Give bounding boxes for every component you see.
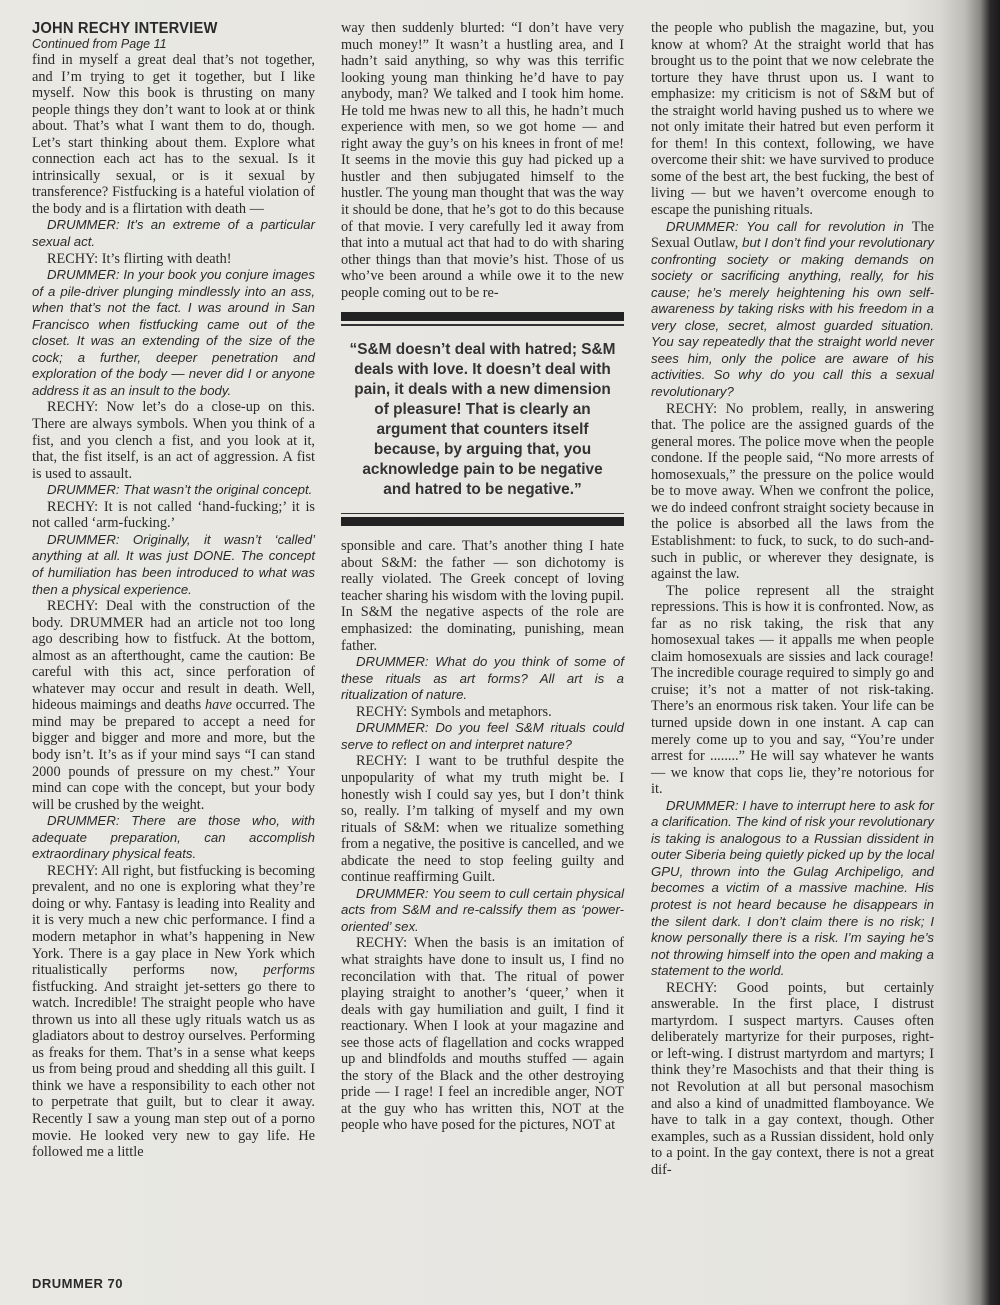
drummer-question bbox=[341, 654, 624, 704]
pull-quote bbox=[341, 312, 624, 526]
text-segment: DRUMMER: You seem to cull certain physical acts from S&M and re-calssify them as ‘power-oriented’ sex. bbox=[341, 885, 624, 934]
pull-quote-top-bar bbox=[341, 312, 624, 321]
text-segment: DRUMMER: You call for revolution in bbox=[666, 218, 912, 234]
text-segment: The police represent all the straight repressions. This is how it is confronted. Now, as far as no risk taking, the risk that any homosexual takes — it appalls me when people claim homosexuals are sissies and lack courage! The incredible courage required to simply go and cruise; it’s not a matter of not risk-taking. There’s an enormous risk taken. Your life can be turned upside down in one instant. A cap can merely come up to you and say, “You’re under arrest for ........” He will say whatever he wants — we know that cops lie, they’re notorious for it. bbox=[651, 582, 934, 798]
continued-note: Continued from Page 11 bbox=[32, 37, 167, 51]
column-2 bbox=[341, 20, 624, 1134]
text-segment: sponsible and care. That’s another thing I hate about S&M: the father — son dichotomy is really violated. The Greek concept of loving teacher sharing his wisdom with the loving pupil. In S&M the negative aspects of the role are emphasized: the dominating, punishing, mean father. bbox=[341, 538, 624, 654]
text-segment: RECHY: All right, but fistfucking is becoming prevalent, and no one is exploring what they’re doing or why. Fantasy is leading into Reality and it is very much a new chic performance. I find a modern metaphor in what’s happening in New York. There is a gay place in New York which ritualistically performs now, bbox=[32, 862, 315, 979]
text-segment: DRUMMER: That wasn’t the original concept. bbox=[47, 482, 313, 498]
drummer-question bbox=[32, 482, 315, 499]
pull-quote-top-rule bbox=[341, 324, 624, 326]
text-segment: find in myself a great deal that’s not together, and I’m trying to get it together, but I like myself. Now this book is thrusting on many people things they don’t want to look at or think about. That’s what I want them to do, though. Let’s start thinking about them. Explore what connection each act has to the sexual. Is it intrinsically sexual, or is it sexual by transference? Fistfucking is a hateful violation of the body and is a flirtation with death — bbox=[32, 52, 315, 217]
text-segment: RECHY: It is not called ‘hand-fucking;’ it is not called ‘arm-fucking.’ bbox=[32, 498, 315, 532]
column-1 bbox=[32, 20, 315, 1161]
text-segment: DRUMMER: It’s an extreme of a particular sexual act. bbox=[32, 217, 315, 250]
column-2-top-text bbox=[341, 20, 624, 301]
rechy-answer bbox=[341, 20, 624, 301]
text-segment: DRUMMER: There are those who, with adequate preparation, can accomplish extraordinary physical feats. bbox=[32, 813, 315, 862]
rechy-answer bbox=[32, 598, 315, 813]
rechy-answer bbox=[32, 251, 315, 268]
text-segment: RECHY: When the basis is an imitation of what straights have done to insult us, I find no reconcilation with that. The ritual of power playing straight to another’s ‘queer,’ when it deals with gay humiliation and guilt, I find it reactionary. When I look at your magazine and see those acts of flagellation and cocks wrapped up and blindfolds and mouths stuffed — again the story of the Black and the other destroying pride — I rage! I feel an incredible anger, NOT at the guy who has written this, NOT at the people who have posed for the pictures, NOT at bbox=[341, 935, 624, 1134]
article-title: JOHN RECHY INTERVIEW bbox=[32, 20, 218, 37]
rechy-answer bbox=[651, 583, 934, 798]
text-segment: way then suddenly blurted: “I don’t have very much money!” It wasn’t a hustling area, and I hadn’t said anything, so why was this terrific looking young man thinking he’d have to pay anybody, man? We talked and I took him home. He told me hwas new to all this, he hadn’t much experience with men, so we got home — and right away the guy’s on his knees in front of me! It seems in the movie this guy had picked up a hustler and then subjugated himself to the hustler. The young man thought that was the way it should be done, that he’s got to do this because of that movie. I very carefully led it away from that into a mutual act that had to do with sharing other things than that movie’s hist. Those of us who’ve been around a while owe it to the new people coming out to be re- bbox=[341, 20, 624, 301]
drummer-question bbox=[32, 813, 315, 863]
text-segment: DRUMMER: In your book you conjure images of a pile-driver plunging mindlessly into an ass, when that’s not the fact. I was around in San Francisco when fistfucking came out of the closet. It was an extending of the size of the cock; a further, deeper penetration and exploration of the body — never did I or anyone address it as an insult to the body. bbox=[32, 267, 315, 398]
text-segment: but I don’t find your revolutionary confronting society or making demands on society or sacrificing anything, really, for his cause; he’s merely heightening his own self-awareness by taking risks with his freedom in a very close, secret, almost guarded situation. You say repeatedly that the straight world never sees him, only the police are aware of his activities. So why do you call this a sexual revolutionary? bbox=[651, 235, 934, 400]
drummer-question bbox=[32, 267, 315, 399]
drummer-question bbox=[651, 219, 934, 401]
text-segment: have bbox=[204, 697, 232, 714]
rechy-answer bbox=[32, 499, 315, 532]
column-3-text bbox=[651, 20, 934, 1178]
pull-quote-bottom-bar bbox=[341, 517, 624, 526]
rechy-answer bbox=[32, 399, 315, 482]
rechy-answer bbox=[341, 935, 624, 1134]
rechy-answer bbox=[32, 52, 315, 217]
text-segment: RECHY: Symbols and metaphors. bbox=[356, 703, 552, 720]
text-segment: the people who publish the magazine, but, you know at whom? At the straight world that has brought us to the point that we now celebrate the torture they have thrust upon us. I want to emphasize: my criticism is not of S&M but of the straight world having pushed us to where we not only imitate their hatred but even perform it for them! In this context, following, we have overcome their shit: we have survived to produce some of the best art, the best fucking, the best of living — but we haven’t overcome enough to escape the punishing rituals. bbox=[651, 20, 934, 219]
rechy-answer bbox=[651, 20, 934, 219]
rechy-answer bbox=[341, 753, 624, 885]
text-segment: DRUMMER: What do you think of some of these rituals as art forms? All art is a ritualization of nature. bbox=[341, 654, 624, 703]
text-segment: RECHY: Good points, but certainly answerable. In the first place, I distrust martyrdom. I suspect martyrs. Causes often deliberately martyrize for their purposes, right- or left-wing. I distrust martyrdom and martyrs; I think they’re Masochists and that their thing is not Revolution at all but personal masochism and also a kind of unadmitted flamboyance. We have to talk in a gay context, though. Other examples, such as a Russian dissident, hold only to a point. In the gay context, there is not a great dif- bbox=[651, 979, 934, 1178]
drummer-question bbox=[32, 217, 315, 250]
text-segment: DRUMMER: Originally, it wasn’t ‘called’ anything at all. It was just DONE. The concept of humiliation has been introduced to what was then a physical experience. bbox=[32, 531, 315, 597]
rechy-answer bbox=[341, 538, 624, 654]
text-segment: performs bbox=[263, 962, 315, 979]
text-segment: DRUMMER: Do you feel S&M rituals could serve to reflect on and interpret nature? bbox=[341, 720, 624, 752]
rechy-answer bbox=[651, 980, 934, 1179]
text-segment: The Sexual Outlaw, bbox=[651, 218, 934, 252]
drummer-question bbox=[341, 720, 624, 753]
drummer-question bbox=[32, 532, 315, 598]
rechy-answer bbox=[341, 704, 624, 721]
drummer-question bbox=[651, 798, 934, 980]
text-segment: RECHY: Now let’s do a close-up on this. There are always symbols. When you think of a fist, and you clench a fist, and you look at it, that, the fist itself, is an act of aggression. A fist is used to assault. bbox=[32, 399, 315, 482]
text-segment: RECHY: I want to be truthful despite the unpopularity of what my truth might be. I honestly wish I could say yes, but I don’t think so, really. I’m talking of myself and my own rituals of S&M: when we ritualize something from a negative, the positive is cancelled, and we abdicate the need to stop feeling guilty and continue reaffirming Guilt. bbox=[341, 753, 624, 886]
text-segment: occurred. The mind may be prepared to accept a need for bigger and bigger and more and more, but the body isn’t. It’s as if your mind says “I can stand 2000 pounds of pressure on my chest.” Your mind can cope with the concept, but your body will be crushed by the weight. bbox=[32, 697, 315, 813]
page-footer: DRUMMER 70 bbox=[32, 1276, 123, 1291]
rechy-answer bbox=[651, 401, 934, 583]
pull-quote-bottom-rule bbox=[341, 513, 624, 515]
text-segment: fistfucking. And straight jet-setters go there to watch. Incredible! The straight people who have thrown us into all these ugly rituals watch us as gladiators about to destroy ourselves. Performing as freaks for them. That’s in a sense what keeps us from being proud and shedding all this guilt. I think we have a responsibility to each other not to perpetrate that guilt, but to clear it away. Recently I saw a young man step out of a porno movie. He looked very new to gay life. He followed me a little bbox=[32, 978, 315, 1161]
text-segment: RECHY: No problem, really, in answering that. The police are the assigned guards of the general mores. The police move when the people condone. If the people said, “No more arrests of homosexuals,” the pressure on the police would be to move away. When we confront the police, we do indeed confront straight society because in the police is absorbed all the laws from the Establishment: to fuck, to suck, to do such-and-such in public, or wherever they designate, is against the law. bbox=[651, 400, 934, 583]
column-3 bbox=[651, 20, 934, 1178]
text-segment: DRUMMER: I have to interrupt here to ask for a clarification. The kind of risk your revolutionary is taking is analogous to a Russian dissident in outer Siberia being quietly picked up by the local GPU, thrown into the Gulag Archipeligo, and becomes a victim of a massive machine. His protest is not heard because he disappears in the silent dark. I don’t claim there is no risk; I know personally there is a risk. I’m saying he’s not throwing himself into the open and making a statement to the world. bbox=[651, 797, 934, 979]
column-1-text bbox=[32, 52, 315, 1161]
pull-quote-text: “S&M doesn’t deal with hatred; S&M deals with love. It doesn’t deal with pain, it deals with a new dimension of pleasure! That is clearly an argument that counters itself because, by arguing that, you acknowledge pain to be negative and hatred to be negative.” bbox=[349, 340, 616, 498]
drummer-question bbox=[341, 886, 624, 936]
text-segment: RECHY: It’s flirting with death! bbox=[47, 250, 232, 267]
rechy-answer bbox=[32, 863, 315, 1161]
text-segment: RECHY: Deal with the construction of the body. DRUMMER had an article not too long ago describing how to fistfuck. At the bottom, almost as an afterthought, came the caution: Be careful with this act, since perforation of whatever may occur and result in death. Well, hideous maimings and deaths bbox=[32, 598, 315, 714]
column-2-bottom-text bbox=[341, 538, 624, 1134]
